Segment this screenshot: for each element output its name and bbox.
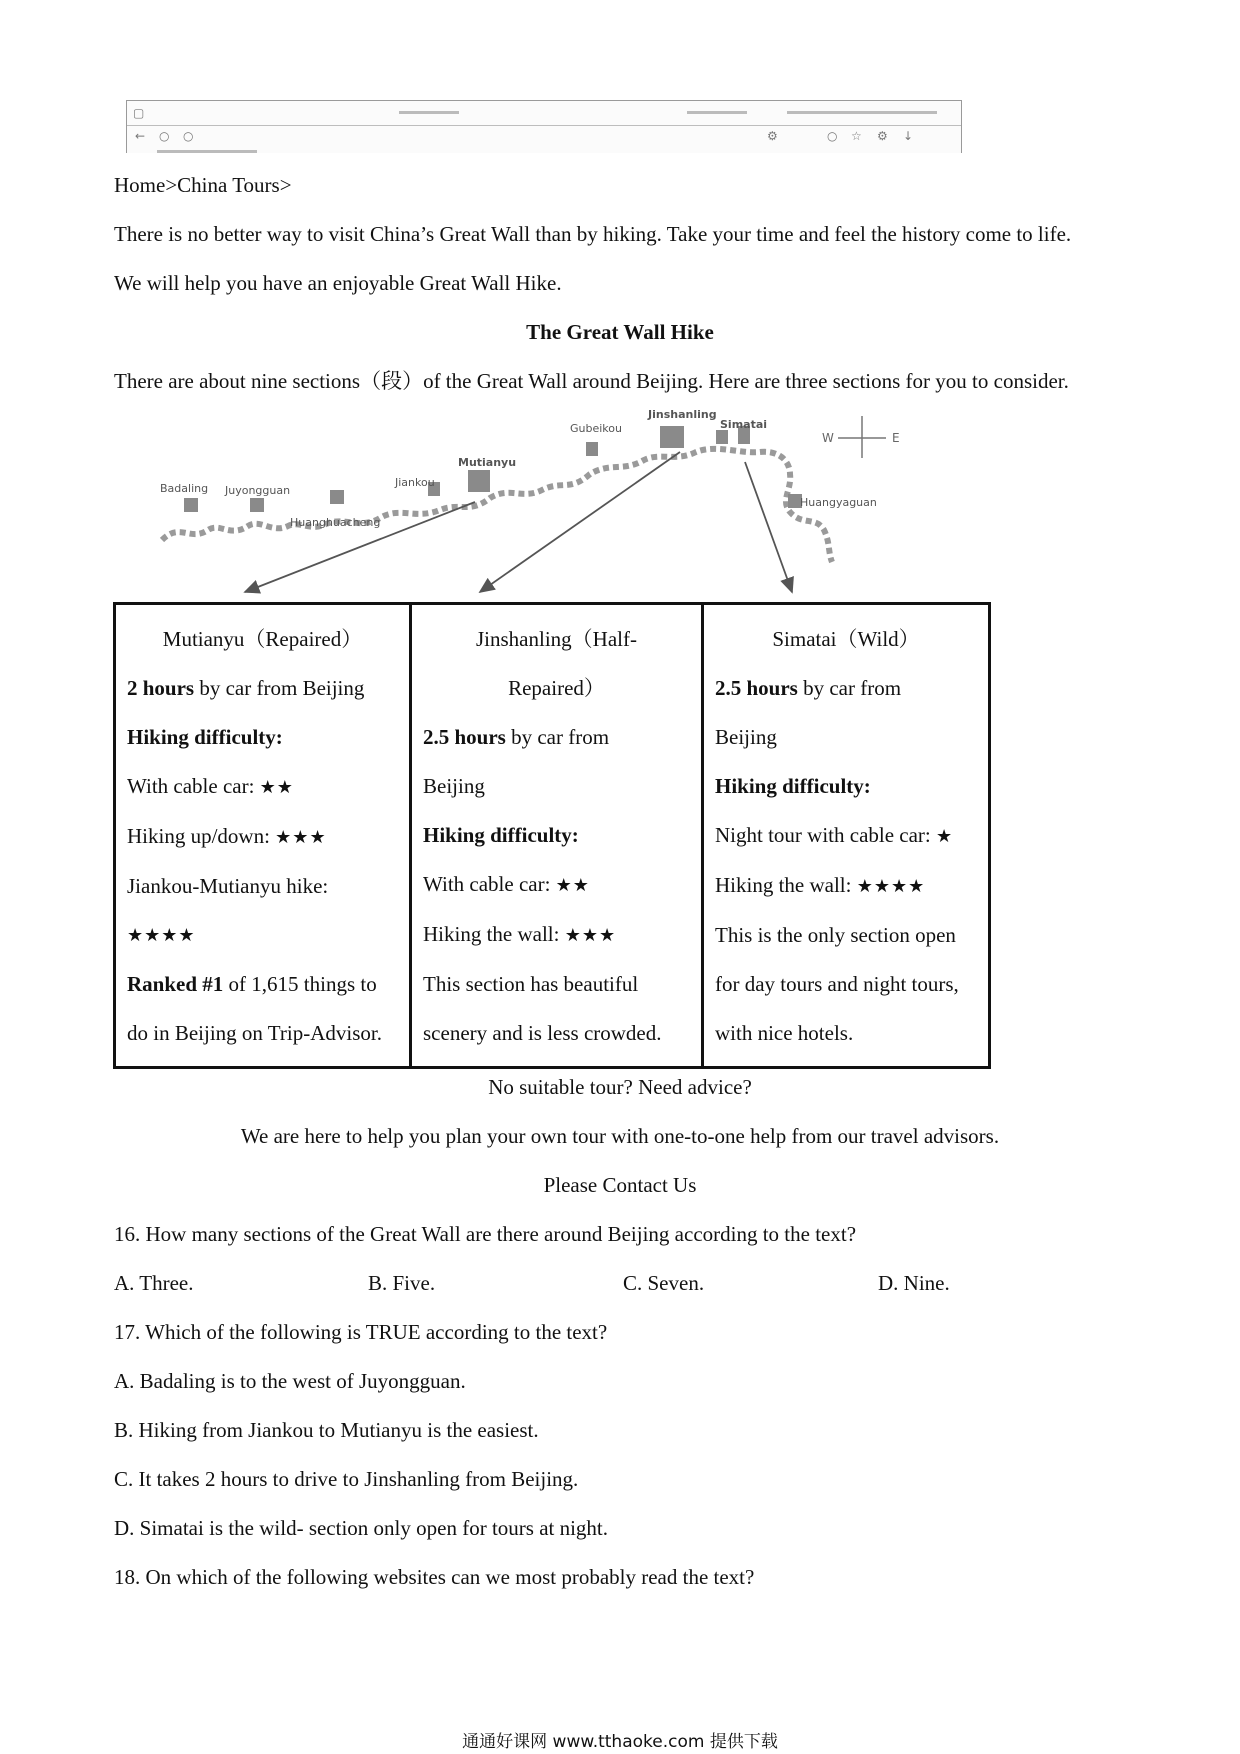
tab-title-blur [399, 111, 459, 114]
mutianyu-hike: Hiking up/down: ★★★ [127, 824, 327, 848]
tours-table [113, 602, 991, 1069]
tab-title-blur [687, 111, 747, 114]
jinshanling-cable: With cable car: ★★ [423, 872, 590, 896]
jinshanling-time: 2.5 hours by car from [423, 725, 610, 749]
q16-option-b: B. Five. [368, 1271, 436, 1295]
mutianyu-cable: With cable car: ★★ [127, 774, 294, 798]
simatai-time-line2: Beijing [715, 725, 777, 749]
arrow-to-simatai [745, 462, 792, 592]
download-icon[interactable]: ↓ [903, 129, 914, 143]
question-16: 16. How many sections of the Great Wall are there around Beijing according to the text? [114, 1222, 857, 1246]
intro-line-2: We will help you have an enjoyable Great Wall Hike. [114, 271, 562, 295]
map-label-juyongguan: Juyongguan [225, 484, 291, 497]
simatai-note-2: for day tours and night tours, [715, 972, 959, 996]
map-label-jinshanling: Jinshanling [648, 408, 717, 421]
jinshanling-note-2: scenery and is less crowded. [423, 1021, 662, 1045]
jinshanling-note-1: This section has beautiful [423, 972, 639, 996]
simatai-time: 2.5 hours by car from [715, 676, 902, 700]
address-blur [157, 150, 257, 153]
advice-text: We are here to help you plan your own tour with one-to-one help from our travel advisors. [240, 1124, 1000, 1148]
compass-west: W [822, 431, 834, 445]
map-label-gubeikou: Gubeikou [570, 422, 622, 435]
jinshanling-difficulty-label: Hiking difficulty: [423, 823, 579, 847]
question-18: 18. On which of the following websites can we most probably read the text? [114, 1565, 755, 1589]
page-footer: 通通好课网 www.tthaoke.com 提供下载 [462, 1732, 778, 1752]
map-label-simatai: Simatai [720, 418, 768, 431]
mutianyu-time: 2 hours by car from Beijing [127, 676, 365, 700]
map-label-huangyaguan: Huangyaguan [800, 496, 877, 509]
mutianyu-rank-line2: do in Beijing on Trip-Advisor. [127, 1021, 382, 1045]
settings-icon[interactable]: ⚙ [877, 129, 888, 143]
simatai-note-3: with nice hotels. [715, 1021, 854, 1045]
jinshanling-cell [411, 604, 703, 1068]
jinshanling-time-line2: Beijing [423, 774, 485, 798]
intro-line-1: There is no better way to visit China’s Great Wall than by hiking. Take your time and feel the history come to life. [114, 222, 1072, 246]
page-title: The Great Wall Hike [526, 320, 714, 344]
q17-option-d: D. Simatai is the wild- section only open for tours at night. [114, 1516, 609, 1540]
map-label-mutianyu: Mutianyu [458, 456, 517, 469]
q16-option-a: A. Three. [114, 1271, 194, 1295]
mutianyu-difficulty-label: Hiking difficulty: [127, 725, 283, 749]
menu-icon[interactable]: ⚙ [767, 129, 778, 143]
toolbar-divider [127, 125, 961, 126]
mutianyu-heading: Mutianyu（Repaired） [162, 627, 363, 651]
compass-east: E [892, 431, 900, 445]
star-rating: ★ [936, 826, 954, 847]
mutianyu-jm-label: Jiankou-Mutianyu hike: [127, 874, 329, 898]
simatai-difficulty-label: Hiking difficulty: [715, 774, 871, 798]
arrow-to-jinshanling [480, 452, 680, 592]
star-rating: ★★★★ [856, 876, 926, 897]
compass-icon [838, 416, 886, 458]
window-icon: ▢ [133, 106, 145, 120]
breadcrumb[interactable]: Home>China Tours> [114, 173, 292, 197]
browser-window-strip [126, 100, 962, 153]
simatai-heading: Simatai（Wild） [772, 627, 920, 651]
star-rating: ★★ [259, 777, 294, 798]
q16-option-d: D. Nine. [878, 1271, 950, 1295]
simatai-cell [703, 604, 990, 1068]
simatai-night: Night tour with cable car: ★ [715, 823, 954, 847]
great-wall-map [150, 402, 980, 602]
back-icon[interactable]: ← [135, 129, 146, 143]
q17-option-b: B. Hiking from Jiankou to Mutianyu is the easiest. [114, 1418, 539, 1442]
q17-option-a: A. Badaling is to the west of Juyongguan. [114, 1369, 466, 1393]
toolbar-icon[interactable]: ○ [827, 129, 838, 143]
jinshanling-wall: Hiking the wall: ★★★ [423, 922, 617, 946]
star-rating: ★★★ [275, 827, 327, 848]
tab-title-blur [787, 111, 937, 114]
question-17: 17. Which of the following is TRUE according to the text? [114, 1320, 608, 1344]
map-label-huanghuacheng: Huanghuacheng [290, 516, 381, 529]
forward-icon[interactable]: ○ [159, 129, 170, 143]
mutianyu-rank: Ranked #1 of 1,615 things to [127, 972, 377, 996]
contact-link[interactable]: Please Contact Us [543, 1173, 697, 1197]
star-rating: ★★ [555, 875, 590, 896]
map-label-jiankou: Jiankou [395, 476, 435, 489]
sections-intro: There are about nine sections（段）of the Great Wall around Beijing. Here are three sections for you to consider. [114, 369, 1069, 393]
refresh-icon[interactable]: ○ [183, 129, 194, 143]
q16-option-c: C. Seven. [623, 1271, 705, 1295]
favorite-icon[interactable]: ☆ [851, 129, 862, 143]
jinshanling-heading-2: Repaired） [508, 676, 605, 700]
simatai-wall: Hiking the wall: ★★★★ [715, 873, 926, 897]
advice-question: No suitable tour? Need advice? [488, 1075, 752, 1099]
mutianyu-cell [115, 604, 411, 1068]
jinshanling-heading-1: Jinshanling（Half- [476, 627, 637, 651]
star-rating: ★★★ [564, 925, 617, 946]
q17-option-c: C. It takes 2 hours to drive to Jinshanling from Beijing. [114, 1467, 579, 1491]
simatai-note-1: This is the only section open [715, 923, 956, 947]
mutianyu-jm-stars: ★★★★ [127, 925, 196, 946]
map-label-badaling: Badaling [160, 482, 209, 495]
